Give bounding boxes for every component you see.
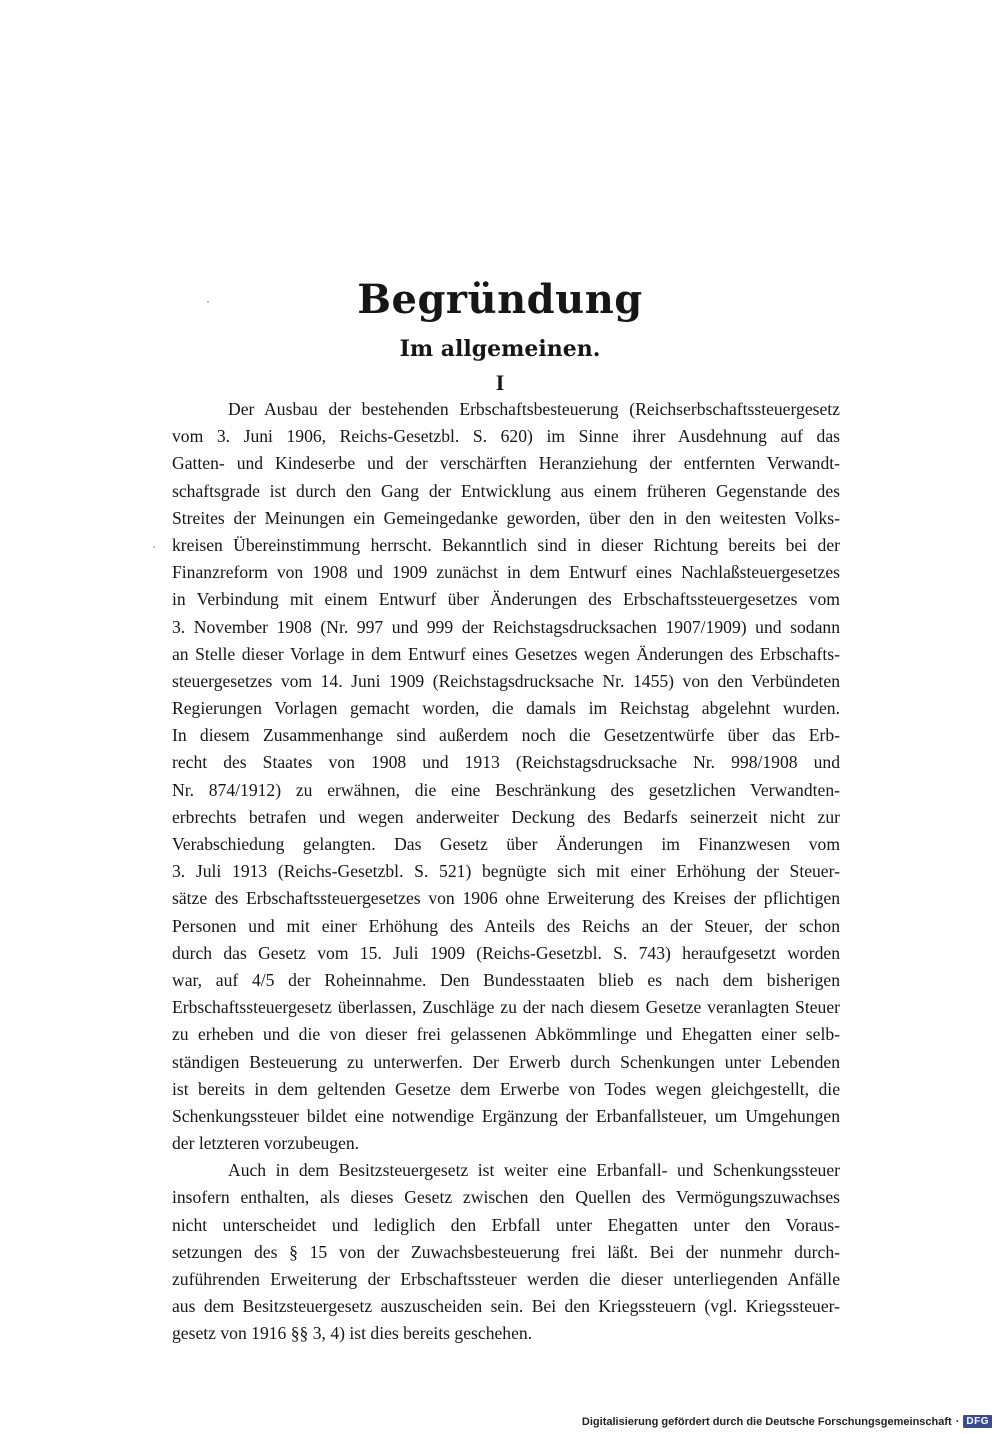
text-line: vom 3. Juni 1906, Reichs-Gesetzbl. S. 620) im Sinne ihrer Ausdehnung auf das: [172, 426, 840, 447]
text-line: ist bereits in dem geltenden Gesetze dem Erwerbe von Todes wegen gleichgestellt, die: [172, 1078, 840, 1099]
text-line: Gatten- und Kindeserbe und der verschärften Heranziehung der entfernten Verwandt-: [172, 453, 840, 474]
text-line: der letzteren vorzubeugen.: [172, 1133, 360, 1154]
text-line: recht des Staates von 1908 und 1913 (Reichstagsdrucksache Nr. 998/1908 und: [172, 752, 840, 773]
text-line: steuergesetzes vom 14. Juni 1909 (Reichstagsdrucksache Nr. 1455) von den Verbündeten: [172, 670, 840, 691]
text-line: sätze des Erbschaftssteuergesetzes von 1906 ohne Erweiterung des Kreises der pflichtigen: [172, 888, 840, 909]
text-line: 3. Juli 1913 (Reichs-Gesetzbl. S. 521) begnügte sich mit einer Erhöhung der Steuer-: [172, 861, 840, 882]
text-line: Personen und mit einer Erhöhung des Anteils des Reichs an der Steuer, der schon: [172, 915, 840, 936]
text-line: Finanzreform von 1908 und 1909 zunächst in dem Entwurf eines Nachlaßsteuergesetzes: [172, 562, 840, 583]
text-line: ständigen Besteuerung zu unterwerfen. Der Erwerb durch Schenkungen unter Lebenden: [172, 1051, 840, 1072]
text-line: kreisen Übereinstimmung herrscht. Bekanntlich sind in dieser Richtung bereits bei der: [172, 534, 840, 555]
text-line: In diesem Zusammenhange sind außerdem noch die Gesetzentwürfe über das Erb-: [172, 725, 840, 746]
text-line: Auch in dem Besitzsteuergesetz ist weiter eine Erbanfall- und Schenkungssteuer: [228, 1160, 840, 1181]
scan-speck: ·: [206, 294, 210, 308]
text-line: schaftsgrade ist durch den Gang der Entwicklung aus einem früheren Gegenstande des: [172, 480, 840, 501]
text-line: aus dem Besitzsteuergesetz auszuscheiden sein. Bei den Kriegssteuern (vgl. Kriegssteuer-: [172, 1296, 840, 1317]
footer-credit: [582, 1415, 992, 1428]
paragraph-2: [172, 1157, 840, 1347]
text-line: Verabschiedung gelangten. Das Gesetz über Änderungen im Finanzwesen vom: [172, 834, 840, 854]
paragraph-1: [172, 396, 840, 1157]
text-line: Nr. 874/1912) zu erwähnen, die eine Beschränkung des gesetzlichen Verwandten-: [172, 779, 840, 800]
text-line: gesetz von 1916 §§ 3, 4) ist dies bereits geschehen.: [172, 1323, 533, 1344]
text-line: nicht unterscheidet und lediglich den Erbfall unter Ehegatten unter den Voraus-: [172, 1214, 840, 1235]
text-line: war, auf 4/5 der Roheinnahme. Den Bundesstaaten blieb es nach dem bisherigen: [172, 969, 840, 990]
footer-text: Digitalisierung gefördert durch die Deutsche Forschungsgemeinschaft: [581, 1415, 952, 1428]
scan-speck: ˈ: [152, 544, 156, 558]
text-line: an Stelle dieser Vorlage in dem Entwurf eines Gesetzes wegen Änderungen des Erbschafts-: [172, 643, 840, 664]
text-line: Regierungen Vorlagen gemacht worden, die damals im Reichstag abgelehnt wurden.: [172, 698, 840, 719]
page-subtitle: Im allgemeinen.: [399, 336, 601, 362]
body-text: [172, 396, 840, 1348]
page-title: Begründung: [357, 276, 643, 323]
text-line: insofern enthalten, als dieses Gesetz zwischen den Quellen des Vermögungszuwachses: [172, 1187, 840, 1208]
text-line: setzungen des § 15 von der Zuwachsbesteuerung frei läßt. Bei der nunmehr durch-: [172, 1241, 840, 1262]
text-line: Der Ausbau der bestehenden Erbschaftsbesteuerung (Reichserbschaftssteuergesetz: [228, 399, 840, 419]
text-line: zuführenden Erweiterung der Erbschaftssteuer werden die dieser unterliegenden Anfälle: [172, 1269, 840, 1289]
text-line: erbrechts betrafen und wegen anderweiter Deckung des Bedarfs seinerzeit nicht zur: [172, 806, 840, 827]
text-line: Schenkungssteuer bildet eine notwendige Ergänzung der Erbanfallsteuer, um Umgehungen: [172, 1105, 840, 1126]
text-line: Erbschaftssteuergesetz überlassen, Zuschläge zu der nach diesem Gesetze veranlagten Steuer: [172, 997, 840, 1018]
text-line: zu erheben und die von dieser frei gelassenen Abkömmlinge und Ehegatten einer selb-: [172, 1024, 840, 1045]
section-number: I: [495, 370, 505, 395]
text-line: Streites der Meinungen ein Gemeingedanke geworden, über den in den weitesten Volks-: [172, 507, 840, 528]
text-line: durch das Gesetz vom 15. Juli 1909 (Reichs-Gesetzbl. S. 743) heraufgesetzt worden: [172, 942, 840, 963]
dfg-logo-icon: DFG: [963, 1415, 992, 1428]
footer-separator: ·: [955, 1415, 960, 1428]
text-line: in Verbindung mit einem Entwurf über Änderungen des Erbschaftssteuergesetzes vom: [172, 589, 840, 610]
text-line: 3. November 1908 (Nr. 997 und 999 der Reichstagsdrucksachen 1907/1909) und sodann: [172, 616, 840, 637]
